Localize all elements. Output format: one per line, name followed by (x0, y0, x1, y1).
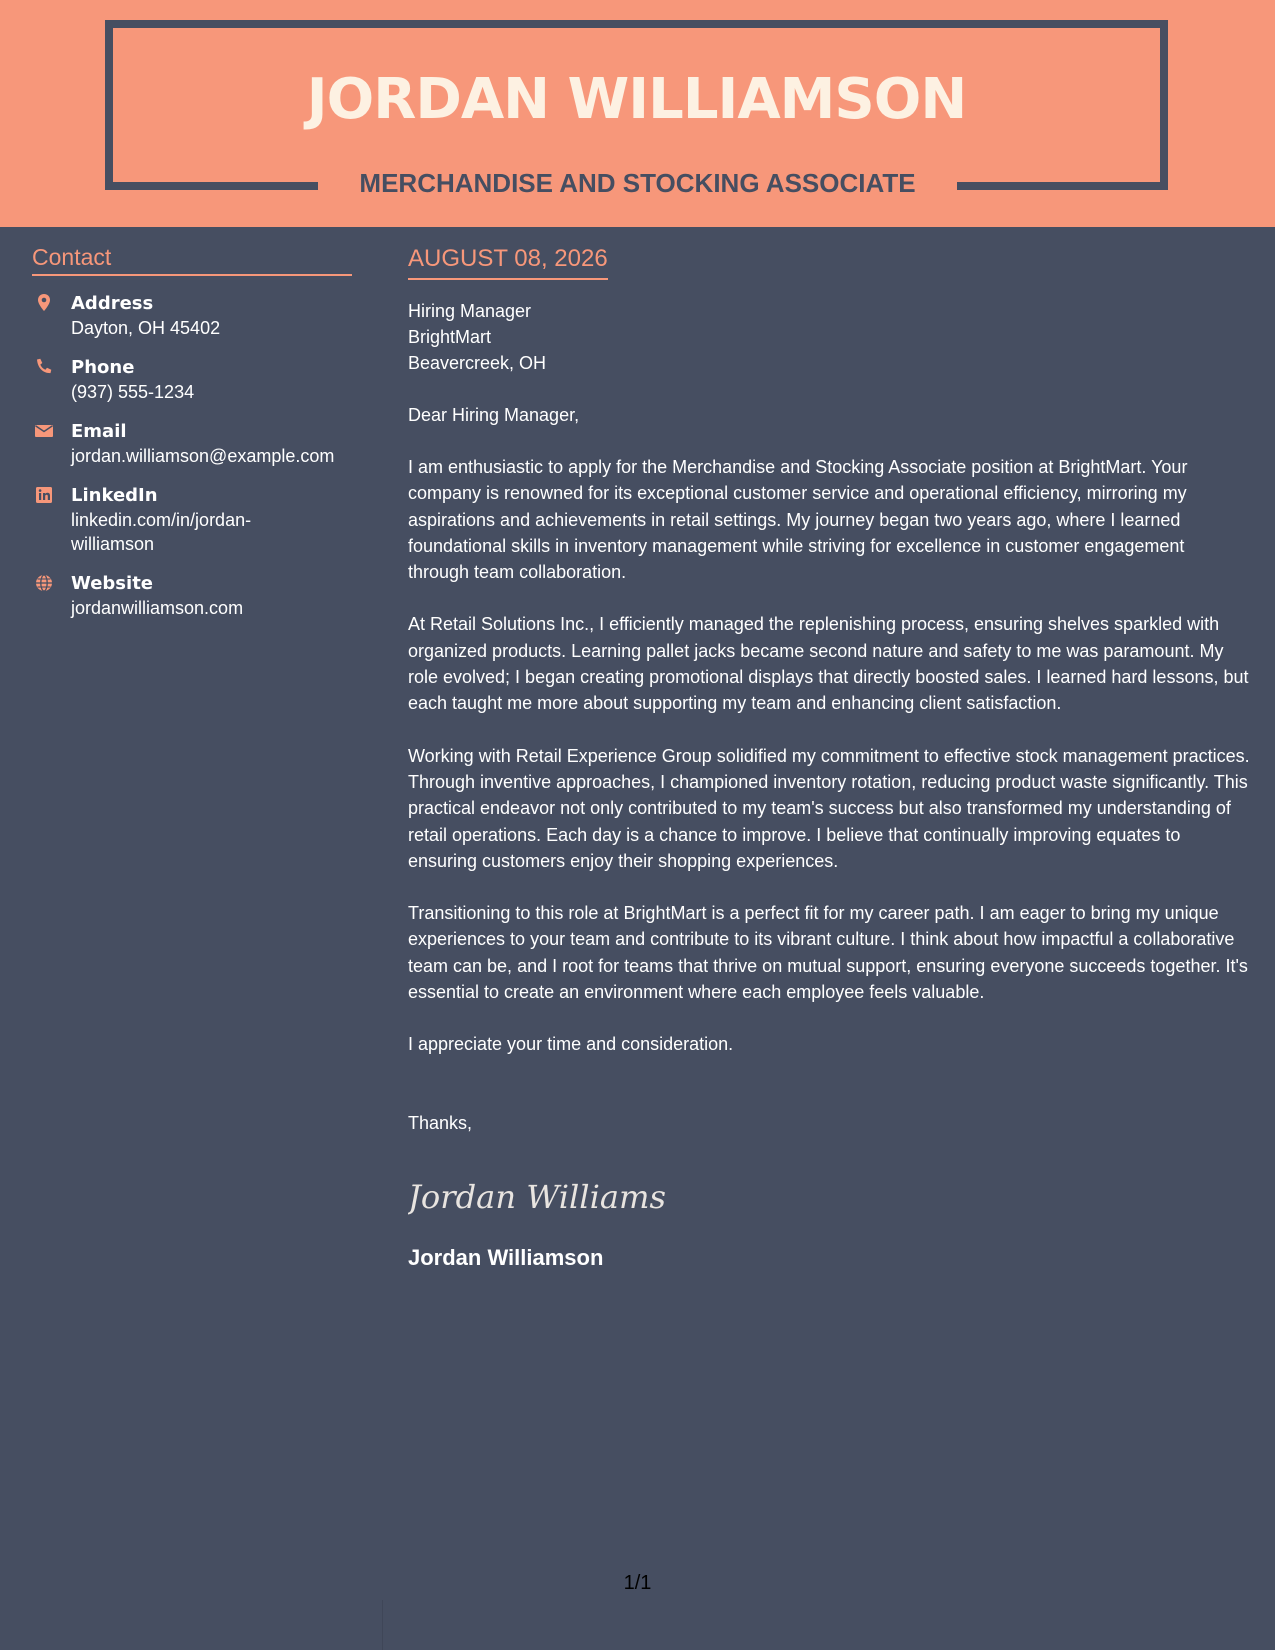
contact-label: Phone (71, 357, 135, 378)
contact-sidebar (32, 227, 352, 620)
contact-label: LinkedIn (71, 485, 158, 506)
contact-value: (937) 555-1234 (71, 382, 195, 402)
header-frame-bottom-left (105, 182, 318, 190)
map-pin-icon (34, 293, 54, 313)
header-banner (0, 0, 1275, 227)
letter-paragraph: Working with Retail Experience Group solidified my commitment to effective stock management practices. Through inventive approaches, I championed inventory rotation, reducing product waste significantly. This practical endeavor not only contributed to my team's success but also transformed my understanding of retail operations. Each day is a chance to improve. I believe that continually improving equates to ensuring customers enjoy their shopping experiences. (408, 745, 1250, 871)
recipient-line: BrightMart (408, 327, 492, 347)
closing: Thanks, (408, 1112, 473, 1133)
contact-item-website (32, 571, 352, 620)
contact-label: Address (71, 293, 154, 314)
contact-value: jordan.williamson@example.com (71, 446, 335, 466)
header-frame-bottom-right (957, 182, 1168, 190)
contact-item-phone (32, 355, 352, 404)
contact-item-address (32, 291, 352, 340)
letter-body (408, 227, 1250, 1273)
column-divider (382, 1600, 383, 1650)
contact-item-email (32, 419, 352, 468)
phone-icon (34, 357, 54, 377)
contact-label: Email (71, 421, 127, 442)
applicant-name: JORDAN WILLIAMSON (306, 67, 967, 132)
contact-heading: Contact (32, 242, 352, 276)
job-title: MERCHANDISE AND STOCKING ASSOCIATE (359, 168, 916, 198)
recipient-line: Beavercreek, OH (408, 353, 547, 373)
recipient-line: Hiring Manager (408, 301, 532, 321)
letter-paragraph: I am enthusiastic to apply for the Merchandise and Stocking Associate position at BrightMart. Your company is renowned for its exceptional customer service and operational efficiency, mirroring my aspirations and achievements in retail settings. My journey began two years ago, where I learned foundational skills in inventory management while striving for excellence in customer engagement through team collaboration. (408, 457, 1188, 583)
recipient-block (408, 298, 1250, 376)
contact-value: linkedin.com/in/jordan-williamson (71, 510, 252, 554)
contact-item-linkedin (32, 483, 352, 556)
contact-value: jordanwilliamson.com (71, 598, 244, 618)
signature-text: Jordan Williams (408, 1177, 666, 1216)
letter-paragraph: Transitioning to this role at BrightMart is a perfect fit for my career path. I am eager to bring my unique experiences to your team and contribute to its vibrant culture. I think about how impactful a collaborative team can be, and I root for teams that thrive on mutual support, ensuring everyone succeeds together. It's essential to create an environment where each employee feels valuable. (408, 903, 1248, 1003)
salutation: Dear Hiring Manager, (408, 405, 580, 425)
letter-paragraph: At Retail Solutions Inc., I efficiently managed the replenishing process, ensuring shelves sparkled with organized products. Learning pallet jacks became second nature and safety to me was paramount. My role evolved; I began creating promotional displays that directly boosted sales. I learned hard lessons, but each taught me more about supporting my team and enhancing client satisfaction. (408, 614, 1249, 714)
letter-paragraph: I appreciate your time and consideration. (408, 1034, 734, 1055)
globe-icon (34, 573, 54, 593)
handwritten-signature (408, 1172, 668, 1222)
signer-name: Jordan Williamson (408, 1244, 604, 1270)
page-number: 1/1 (623, 1572, 652, 1594)
contact-label: Website (71, 573, 154, 594)
linkedin-icon (34, 485, 54, 505)
contact-value: Dayton, OH 45402 (71, 318, 221, 338)
envelope-icon (34, 421, 54, 441)
letter-date: AUGUST 08, 2026 (408, 244, 608, 280)
